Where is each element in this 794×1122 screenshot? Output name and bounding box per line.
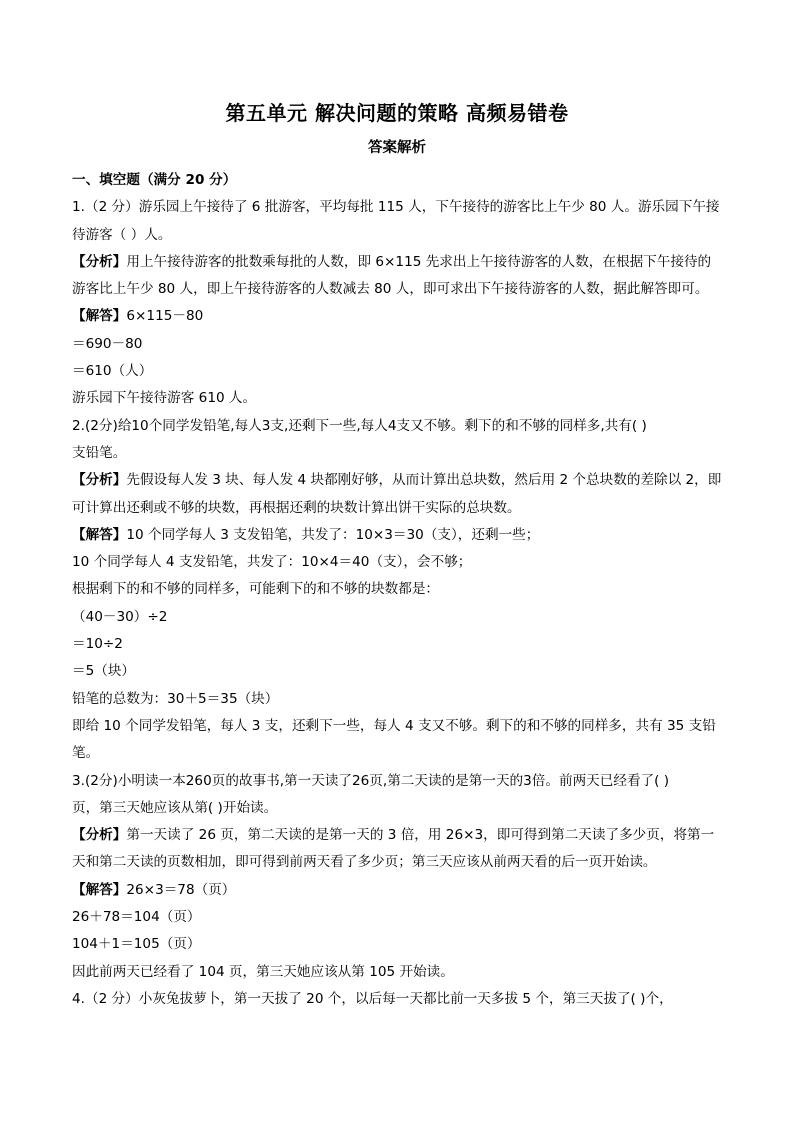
- question-stem-line: 支铅笔。: [72, 444, 127, 461]
- analysis-text: 用上午接待游客的批数乘每批的人数，即 6×115 先求出上午接待游客的人数，在根据下午接待的: [126, 253, 712, 270]
- solution-text: 26×3＝78（页）: [126, 881, 236, 898]
- analysis-text: 先假设每人发 3 块、每人发 4 块都刚好够，从而计算出总块数，然后用 2 个总块数的差除以 2，即: [126, 472, 722, 489]
- question-stem-line: 1.（2 分）游乐园上午接待了 6 批游客，平均每批 115 人，下午接待的游客比上午少 80 人。游乐园下午接: [72, 199, 720, 216]
- solution-line: 104＋1＝105（页）: [72, 936, 201, 953]
- analysis-tag: 【分析】: [72, 253, 127, 270]
- question-1: [72, 194, 724, 412]
- solution-line: [72, 303, 724, 330]
- question-stem-line: 3.(2分)小明读一本260页的故事书,第一天读了26页,第二天读的是第一天的3倍。前两天已经看了( ): [72, 772, 670, 789]
- analysis-line: 游客比上午少 80 人，即上午接待游客的人数减去 80 人，即可求出下午接待游客的人数，据此解答即可。: [72, 281, 709, 298]
- document-body: [72, 167, 724, 1013]
- page-title: 第五单元 解决问题的策略 高频易错卷: [225, 101, 569, 125]
- question-stem-line: 2.(2分)给10个同学发铅笔,每人3支,还剩下一些,每人4支又不够。剩下的和不够的同样多,共有( ): [72, 417, 647, 434]
- solution-text: 10 个同学每人 3 支发铅笔，共发了：10×3＝30（支），还剩一些；: [126, 526, 540, 543]
- solution-tag: 【解答】: [72, 881, 127, 898]
- question-stem-line: 4.（2 分）小灰兔拔萝卜，第一天拔了 20 个，以后每一天都比前一天多拔 5 个，第三天拔了( )个，: [72, 990, 673, 1007]
- question-stem-line: 页，第三天她应该从第( )开始读。: [72, 799, 278, 816]
- solution-line: 游乐园下午接待游客 610 人。: [72, 390, 257, 407]
- analysis-text: 第一天读了 26 页，第二天读的是第一天的 3 倍，用 26×3，即可得到第二天读了多少页，将第一: [126, 827, 715, 844]
- solution-line: 铅笔的总数为：30＋5＝35（块）: [72, 690, 279, 707]
- solution-line: 笔。: [72, 745, 100, 762]
- solution-line: （40－30）÷2: [72, 608, 168, 625]
- solution-line: [72, 522, 724, 549]
- page-subtitle: 答案解析: [368, 140, 426, 156]
- question-2: [72, 413, 724, 768]
- analysis-tag: 【分析】: [72, 472, 127, 489]
- solution-line: 根据剩下的和不够的同样多，可能剩下的和不够的块数都是：: [72, 581, 440, 598]
- solution-tag: 【解答】: [72, 526, 127, 543]
- solution-line: 10 个同学每人 4 支发铅笔，共发了：10×4＝40（支），会不够；: [72, 554, 472, 571]
- question-stem-line: 待游客（ ）人。: [72, 226, 172, 243]
- solution-line: 26＋78＝104（页）: [72, 909, 201, 926]
- solution-tag: 【解答】: [72, 308, 127, 325]
- solution-line: ＝690－80: [72, 335, 143, 352]
- solution-text: 6×115－80: [126, 308, 204, 325]
- analysis-tag: 【分析】: [72, 827, 127, 844]
- solution-line: 即给 10 个同学发铅笔，每人 3 支，还剩下一些，每人 4 支又不够。剩下的和不够的同样多，共有 35 支铅: [72, 717, 716, 734]
- solution-line: ＝10÷2: [72, 636, 123, 653]
- analysis-line: 天和第二天读的页数相加，即可得到前两天看了多少页；第三天应该从前两天看的后一页开始读。: [72, 854, 657, 871]
- analysis-line: [72, 249, 724, 276]
- solution-line: ＝610（人）: [72, 363, 153, 380]
- analysis-line: [72, 467, 724, 494]
- analysis-line: [72, 822, 724, 849]
- solution-line: ＝5（块）: [72, 663, 136, 680]
- analysis-line: 可计算出还剩或不够的块数，再根据还剩的块数计算出饼干实际的总块数。: [72, 499, 521, 516]
- question-4: [72, 986, 724, 1013]
- question-3: [72, 768, 724, 986]
- solution-line: [72, 877, 724, 904]
- section-heading: 一、填空题（满分 20 分）: [72, 172, 237, 188]
- solution-line: 因此前两天已经看了 104 页，第三天她应该从第 105 开始读。: [72, 963, 454, 980]
